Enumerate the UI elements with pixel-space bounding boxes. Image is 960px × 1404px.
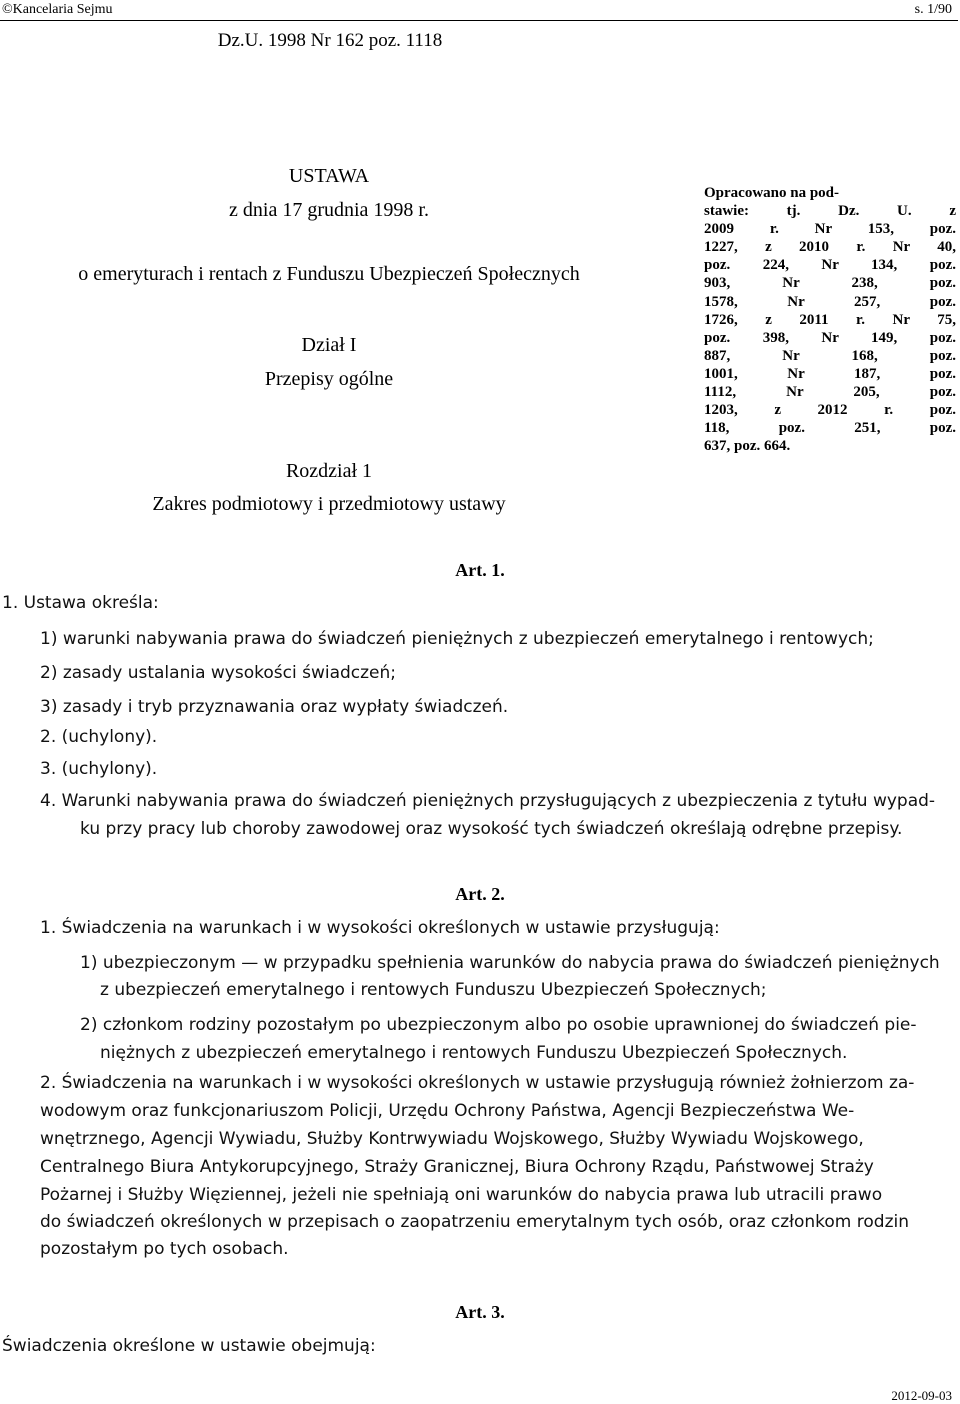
art1-para2: 2. (uchylony). (40, 727, 158, 747)
article-1-title: Art. 1. (455, 560, 505, 580)
art1-para4: 4. Warunki nabywania prawa do świadczeń pieniężnych przysługujących z ubezpieczenia z tytułu wypad- (40, 791, 936, 811)
consolidation-note (704, 184, 956, 455)
section-name: Przepisy ogólne (264, 368, 394, 390)
art2-para2-cont: wnętrznego, Agencji Wywiadu, Służby Kontrwywiadu Wojskowego, Służby Wywiadu Wojskowego, (40, 1129, 864, 1149)
art2-item-cont: z ubezpieczeń emerytalnego i rentowych Funduszu Ubezpieczeń Społecznych; (100, 980, 767, 1000)
note-line: 118, poz. 251, poz. (704, 420, 956, 437)
art3-intro: Świadczenia określone w ustawie obejmują: (2, 1336, 376, 1356)
header-divider (0, 20, 958, 21)
note-line: 1578, Nr 257, poz. (704, 293, 956, 310)
note-line: Opracowano na pod- (704, 185, 840, 201)
art2-item: 2) członkom rodziny pozostałym po ubezpieczonym albo po osobie uprawnionej do świadczeń pie- (80, 1015, 917, 1035)
note-line: 2009 r. Nr 153, poz. (704, 221, 956, 238)
note-line: poz. 398, Nr 149, poz. (704, 329, 956, 346)
act-date: z dnia 17 grudnia 1998 r. (229, 199, 429, 221)
article-3-title: Art. 3. (455, 1302, 505, 1322)
note-line: 903, Nr 238, poz. (704, 275, 956, 292)
note-line: 887, Nr 168, poz. (704, 347, 956, 364)
section-number: Dział I (301, 334, 357, 356)
note-line: 1726, z 2011 r. Nr 75, (704, 311, 956, 328)
art1-para3: 3. (uchylony). (40, 759, 158, 779)
art2-para2-cont: pozostałym po tych osobach. (40, 1239, 289, 1259)
note-line: 1001, Nr 187, poz. (704, 365, 956, 382)
art2-para2: 2. Świadczenia na warunkach i w wysokości określonych w ustawie przysługują również żołnierzom za- (40, 1073, 915, 1093)
footer-date: 2012-09-03 (891, 1388, 952, 1403)
act-type: USTAWA (288, 165, 370, 187)
note-line: poz. 224, Nr 134, poz. (704, 257, 956, 274)
art2-para1: 1. Świadczenia na warunkach i w wysokości określonych w ustawie przysługują: (40, 918, 720, 938)
art1-item: 2) zasady ustalania wysokości świadczeń; (40, 663, 397, 683)
art2-para2-cont: Pożarnej i Służby Więziennej, jeżeli nie spełniają oni warunków do nabycia prawa lub utracili prawo (40, 1185, 883, 1205)
art1-item: 1) warunki nabywania prawa do świadczeń pieniężnych z ubezpieczeń emerytalnego i rentowych; (40, 629, 874, 649)
act-title: o emeryturach i rentach z Funduszu Ubezpieczeń Społecznych (78, 263, 580, 285)
header-source: ©Kancelaria Sejmu (2, 2, 113, 17)
dzu-reference: Dz.U. 1998 Nr 162 poz. 1118 (217, 30, 443, 51)
chapter-number: Rozdział 1 (285, 460, 373, 482)
art1-para1: 1. Ustawa określa: (2, 593, 159, 613)
art2-item-cont: niężnych z ubezpieczeń emerytalnego i rentowych Funduszu Ubezpieczeń Społecznych. (100, 1043, 848, 1063)
note-line: 1112, Nr 205, poz. (704, 384, 956, 401)
note-line: 1203, z 2012 r. poz. (704, 402, 956, 419)
note-line: stawie: tj. Dz. U. z (704, 203, 956, 220)
art2-para2-cont: Centralnego Biura Antykorupcyjnego, Straży Granicznej, Biura Ochrony Rządu, Państwowej Straży (40, 1157, 874, 1177)
article-2-title: Art. 2. (455, 884, 505, 904)
note-line: 637, poz. 664. (704, 438, 791, 455)
header-page-number: s. 1/90 (914, 2, 952, 17)
art2-para2-cont: do świadczeń określonych w przepisach o zaopatrzeniu emerytalnym tych osób, oraz członkom rodzin (40, 1212, 909, 1232)
art1-item: 3) zasady i tryb przyznawania oraz wypłaty świadczeń. (40, 697, 509, 717)
art2-para2-cont: wodowym oraz funkcjonariuszom Policji, Urzędu Ochrony Państwa, Agencji Bezpieczeństwa We- (40, 1101, 855, 1121)
note-line: 1227, z 2010 r. Nr 40, (704, 239, 956, 256)
art1-para4-cont: ku przy pracy lub choroby zawodowej oraz wysokość tych świadczeń określają odrębne przepisy. (80, 819, 903, 839)
art2-item: 1) ubezpieczonym — w przypadku spełnienia warunków do nabycia prawa do świadczeń pieniężnych (80, 953, 940, 973)
chapter-name: Zakres podmiotowy i przedmiotowy ustawy (152, 493, 506, 515)
